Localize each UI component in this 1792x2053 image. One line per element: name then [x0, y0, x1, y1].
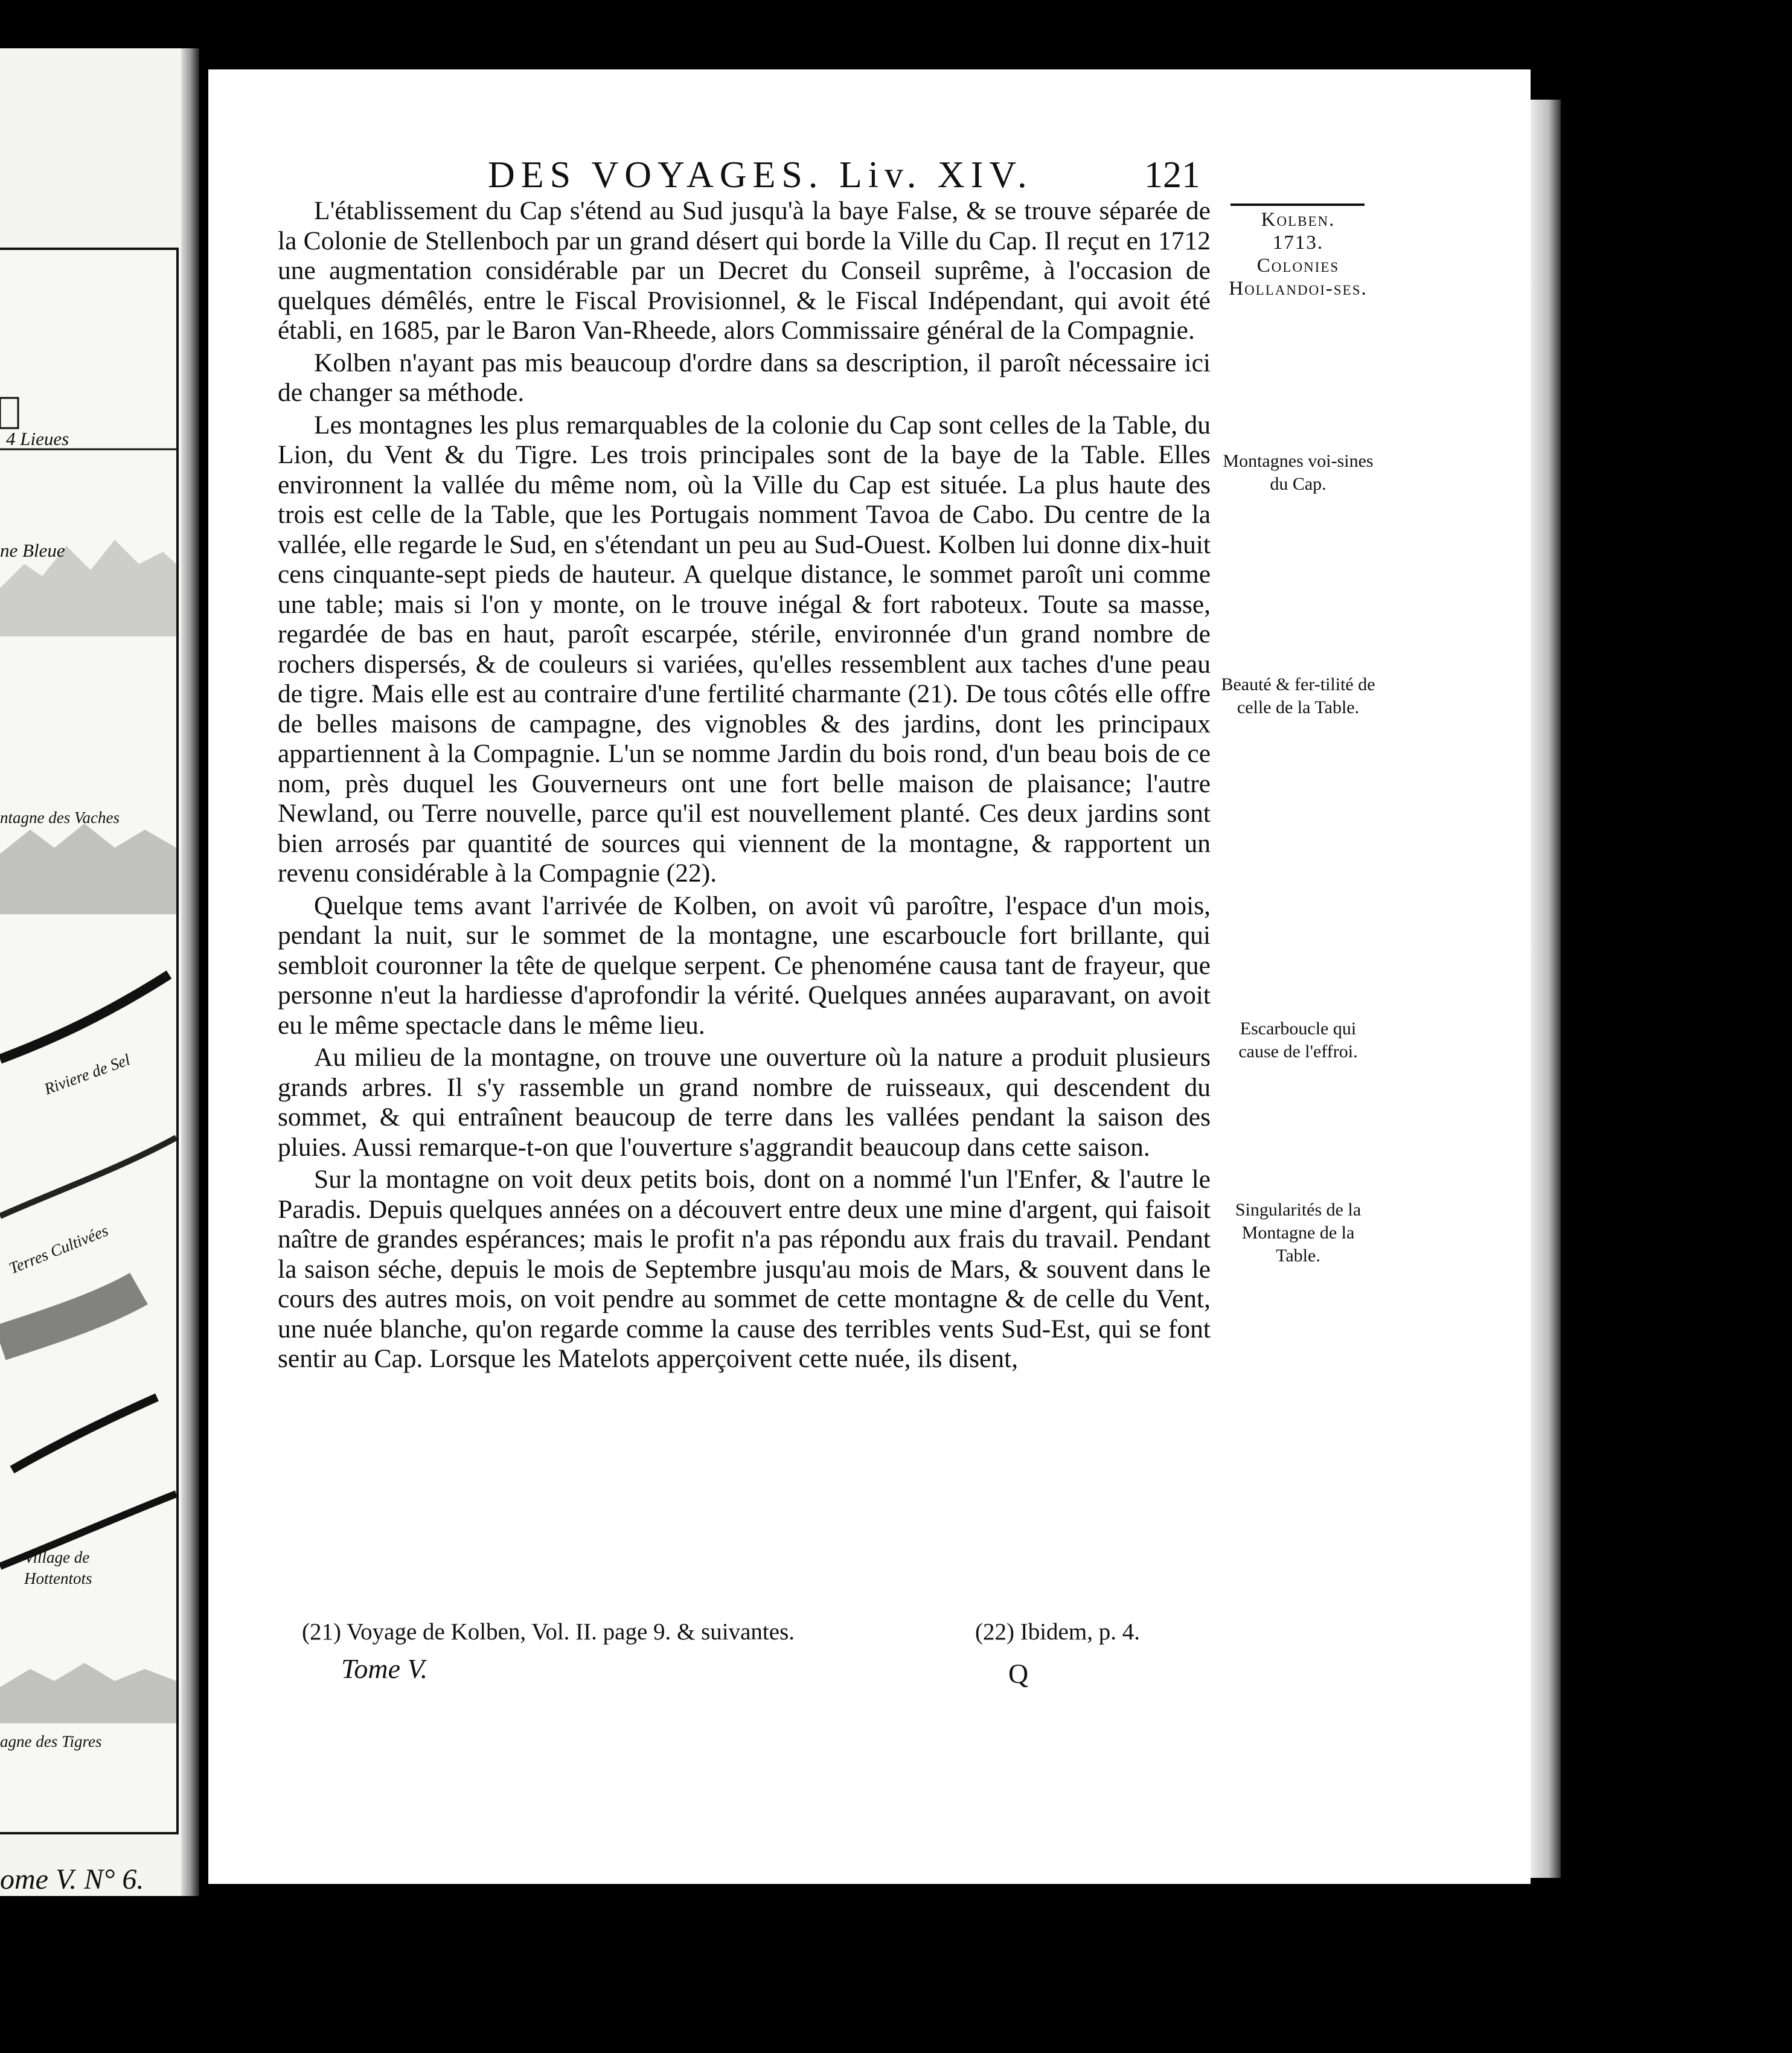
margin-note-kolben — [1220, 208, 1377, 300]
left-page-gutter — [181, 48, 199, 1896]
margin-note-singularites: Singularités de la Montagne de la Table. — [1235, 1200, 1362, 1266]
margin-note-author: Kolben. — [1261, 209, 1336, 231]
page-number: 121 — [1144, 155, 1200, 196]
margin-note-beaute: Beauté & fer-tilité de celle de la Table. — [1221, 674, 1375, 717]
map-label-village: Village de — [24, 1548, 90, 1566]
map-label-terres: Terres Cultivées — [6, 1221, 111, 1278]
right-page-edge — [1531, 100, 1561, 1878]
map-scale-label: 4 Lieues — [6, 428, 69, 449]
paragraph-methode: Kolben n'ayant pas mis beaucoup d'ordre dans sa description, il paroît nécessaire ici de changer sa méthode. — [278, 348, 1211, 407]
paragraph-ouverture: Au milieu de la montagne, on trouve une ouverture où la nature a produit plusieurs grands arbres. Il s'y rassemble un grand nombre de ruisseaux, qui descendent du sommet, & qui entraînent beaucoup de terre dans les vallées pendant la saison des pluies. Aussi remarque-t-on que l'ouverture s'aggrandit beaucoup dans cette saison. — [278, 1043, 1211, 1162]
footnote-22: (22) Ibidem, p. 4. — [975, 1619, 1140, 1645]
margin-note-year: 1713. — [1272, 232, 1324, 254]
paragraph-bois: Sur la montagne on voit deux petits bois, dont on a nommé l'un l'Enfer, & l'autre le Paradis. Depuis quelques années on a découvert entre deux une mine d'argent, qui faisoit naître de grandes espérances; mais le profit n'a pas répondu aux frais du travail. Pendant la saison séche, depuis le mois de Septembre jusqu'au mois de Mars, & souvent dans le cours des autres mois, on voit pendre au sommet de cette montagne & de celle du Vent, une nuée blanche, qu'on regarde comme la cause des terribles vents Sud-Est, qui se font sentir au Cap. Lorsque les Matelots apperçoivent cette nuée, ils disent, — [278, 1165, 1211, 1373]
footnote-21: (21) Voyage de Kolben, Vol. II. page 9. & suivantes. — [302, 1619, 795, 1645]
paragraph-etablissement: L'établissement du Cap s'étend au Sud jusqu'à la baye False, & se trouve séparée de la Colonie de Stellenboch par un grand désert qui borde la Ville du Cap. Il reçut en 1712 une augmentation considérable par un Decret du Conseil suprême, à l'occasion de quelques démêlés, entre le Fiscal Provisionnel, & le Fiscal Indépendant, qui avoit été établi, en 1685, par le Baron Van-Rheede, alors Commissaire général de la Compagnie. — [278, 196, 1211, 345]
book-page — [208, 69, 1531, 1884]
header-title: DES VOYAGES. Liv. XIV. — [488, 155, 1033, 196]
margin-note-montagnes: Montagnes voi-sines du Cap. — [1223, 451, 1374, 494]
map-engraving — [0, 248, 179, 1834]
map-label-village-2: Hottentots — [24, 1569, 92, 1587]
map-drawing — [0, 250, 176, 1832]
signature-mark: Q — [1008, 1658, 1029, 1689]
body-text — [278, 196, 1211, 1374]
paragraph-montagnes: Les montagnes les plus remarquables de la colonie du Cap sont celles de la Table, du Lion, du Vent & du Tigre. Les trois principales sont de la baye de la Table. Elles environnent la vallée du même nom, où la Ville du Cap est située. La plus haute des trois est celle de la Table, que les Portugais nomment Tavoa de Cabo. Du centre de la vallée, elle regarde le Sud, en s'étendant un peu au Sud-Ouest. Kolben lui donne dix-huit cens cinquante-sept pieds de hauteur. A quelque distance, le sommet paroît uni comme une table; mais si l'on y monte, on le trouve inégal & fort raboteux. Toute sa masse, regardée de bas en haut, paroît escarpée, stérile, environnée d'un grand nombre de rochers dispersés, & de couleurs si variées, qu'elles ressemblent aux taches d'une peau de tigre. Mais elle est au contraire d'une fertilité charmante (21). De tous côtés elle offre de belles maisons de campagne, des vignobles & des jardins, dont les principaux appartiennent à la Compagnie. L'un se nomme Jardin du bois rond, d'un beau bois de ce nom, près duquel les Gouverneurs ont une fort belle maison de plaisance; l'autre Newland, ou Terre nouvelle, parce qu'il est nouvellement planté. Ces deux jardins sont bien arrosés par quantité de sources qui viennent de la montagne, & rapportent un revenu considérable à la Compagnie (22). — [278, 410, 1211, 888]
tome-label: Tome V. — [341, 1653, 428, 1684]
running-header — [208, 154, 1531, 196]
map-label-riviere: Riviere de Sel — [42, 1050, 133, 1098]
paragraph-escarboucle: Quelque tems avant l'arrivée de Kolben, on avoit vû paroître, l'espace d'un mois, pendant la nuit, sur le sommet de la montagne, une escarboucle fort brillante, qui sembloit couronner la tête de quelque serpent. Ce phenoméne causa tant de frayeur, que personne n'eut la hardiesse d'aprofondir la vérité. Quelques années auparavant, on avoit eu le même spectacle dans le même lieu. — [278, 891, 1211, 1040]
margin-note-colonies: Colonies Hollandoi-ses. — [1229, 255, 1368, 299]
map-label-montagne-vaches: ntagne des Vaches — [0, 809, 120, 827]
margin-note-escarboucle: Escarboucle qui cause de l'effroi. — [1238, 1019, 1358, 1062]
margin-rule — [1230, 203, 1365, 206]
map-label-montagne-bleue: ne Bleue — [0, 540, 65, 561]
plate-number: ome V. N° 6. — [0, 1863, 144, 1895]
map-label-tigres: agne des Tigres — [0, 1732, 102, 1750]
